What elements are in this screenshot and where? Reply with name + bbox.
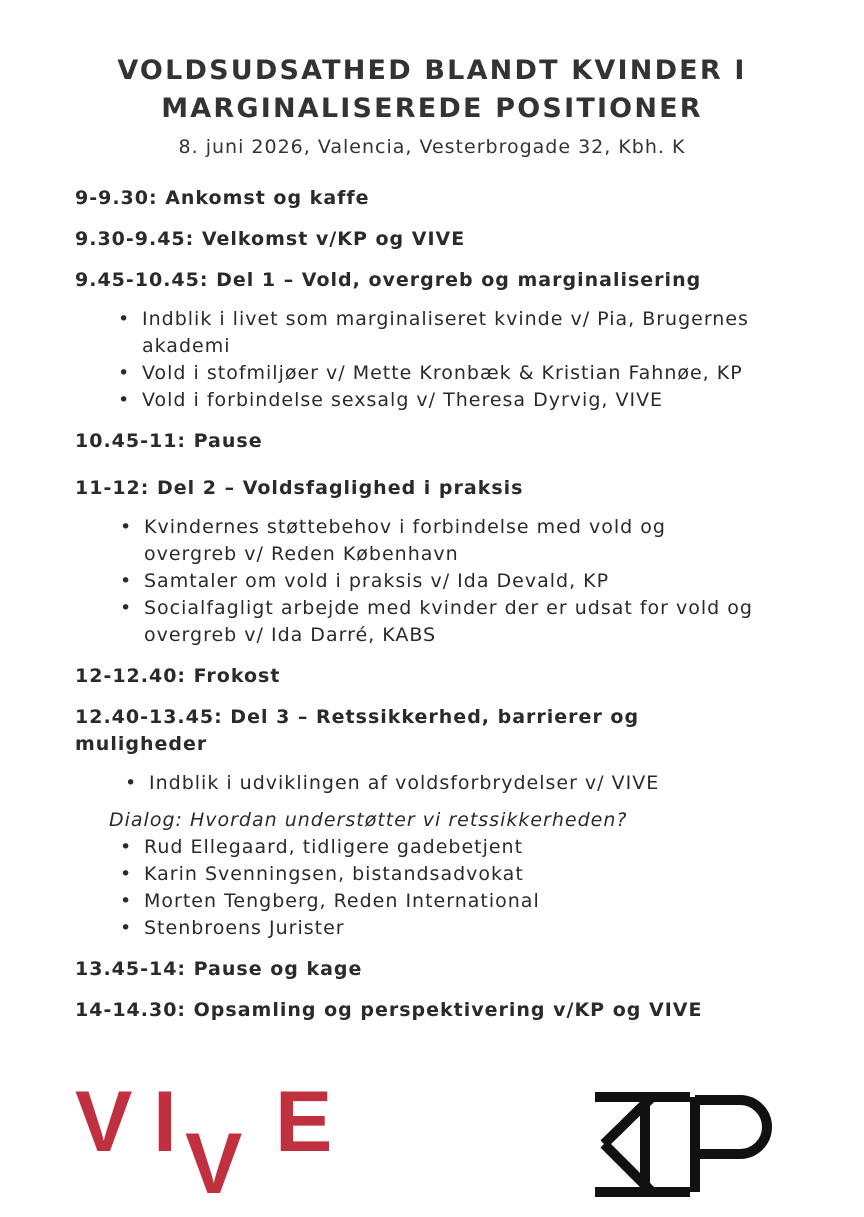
list-item: • Socialfagligt arbejde med kvinder der er udsat for vold og overgreb v/ Ida Darré, KABS [120,597,753,646]
list-item: • Vold i forbindelse sexsalg v/ Theresa Dyrvig, VIVE [118,389,664,411]
kp-logo-mark [595,1097,767,1192]
part2-list [120,514,764,649]
vive-logo-letter: E [275,1085,333,1170]
list-item: • Kvindernes støttebehov i forbindelse med vold og overgreb v/ Reden København [120,516,666,565]
agenda-slot-part2: 11-12: Del 2 – Voldsfaglighed i praksis [75,477,524,499]
kp-logo [590,1092,790,1197]
agenda-slot-pause: 10.45-11: Pause [75,430,263,452]
dialog-panel-list [120,834,805,942]
list-item: • Rud Ellegaard, tidligere gadebetjent [120,836,524,858]
agenda-slot-arrival: 9-9.30: Ankomst og kaffe [75,187,370,209]
list-item: • Indblik i udviklingen af voldsforbrydelser v/ VIVE [125,772,660,794]
part1-list [118,306,792,414]
agenda-slot-wrapup: 14-14.30: Opsamling og perspektivering v/KP og VIVE [75,999,703,1021]
vive-logo [75,1085,365,1200]
title-line-2: MARGINALISEREDE POSITIONER [161,93,703,124]
vive-logo-letter: V [185,1116,243,1200]
list-item: • Morten Tengberg, Reden International [120,890,540,912]
list-item: • Indblik i livet som marginaliseret kvinde v/ Pia, Brugernes akademi [118,308,749,357]
vive-logo-letter: I [153,1085,177,1170]
dialog-heading: Dialog: Hvordan understøtter vi retssikkerheden? [109,809,628,831]
agenda-slot-cake: 13.45-14: Pause og kage [75,958,363,980]
agenda-slot-welcome: 9.30-9.45: Velkomst v/KP og VIVE [75,228,466,250]
list-item: • Vold i stofmiljøer v/ Mette Kronbæk & Kristian Fahnøe, KP [118,362,743,384]
list-item: • Karin Svenningsen, bistandsadvokat [120,863,524,885]
kp-logo-text: KP [590,1092,592,1093]
agenda [75,185,805,1024]
event-date-location: 8. juni 2026, Valencia, Vesterbrogade 32, Kbh. K [178,136,686,158]
title-line-1: VOLDSUDSATHED BLANDT KVINDER I [117,55,747,86]
list-item: • Stenbroens Jurister [120,917,345,939]
list-item: • Samtaler om vold i praksis v/ Ida Devald, KP [120,570,610,592]
agenda-slot-part3: 12.40-13.45: Del 3 – Retssikkerhed, barrierer og muligheder [75,706,640,755]
agenda-slot-lunch: 12-12.40: Frokost [75,665,281,687]
agenda-slot-part1: 9.45-10.45: Del 1 – Vold, overgreb og marginalisering [75,269,702,291]
vive-logo-letter: V [75,1085,133,1170]
part3-list [125,770,799,797]
